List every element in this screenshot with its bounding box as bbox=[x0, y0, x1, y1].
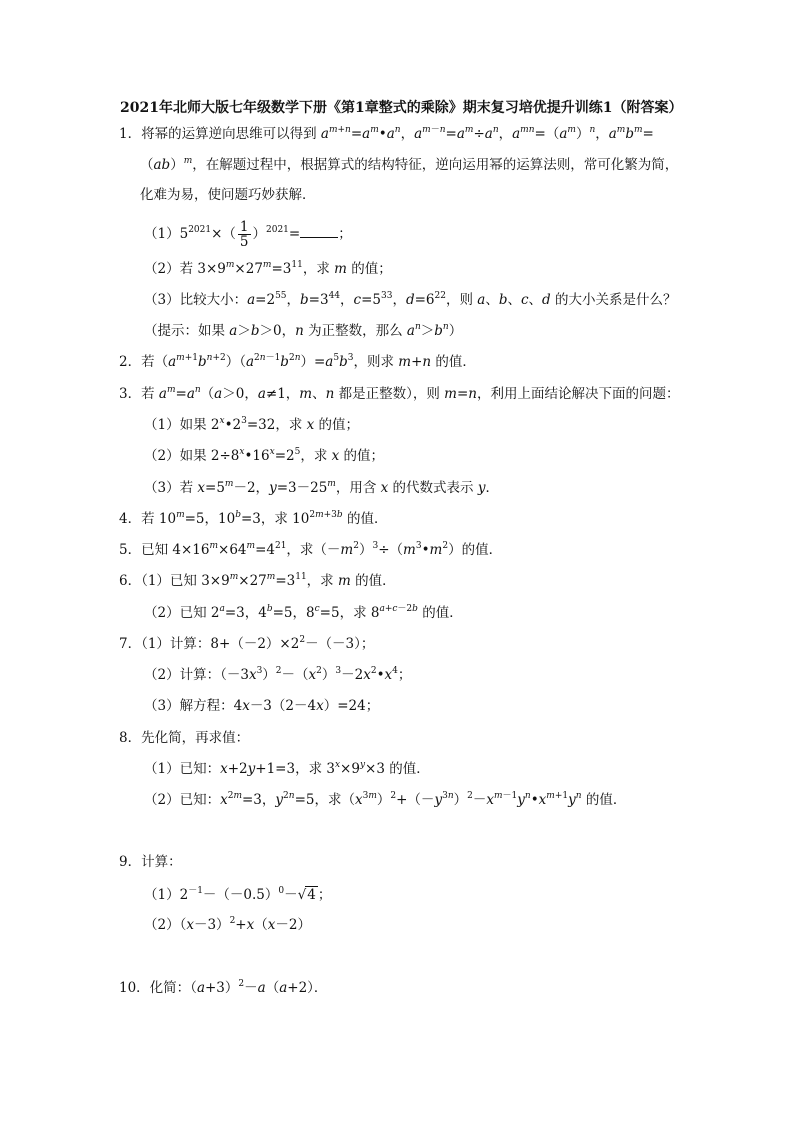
q6-part1: 6．（1）已知 $3\times 9^m\times 27^m=3^{11}$，求 m 的值． bbox=[119, 572, 396, 589]
q5: 5．已知 $4\times 16^m\times 64^m=4^{21}$，求$(-m^2)^3\div(m^3•m^2)$的值． bbox=[119, 541, 503, 558]
q7-part3: （3）解方程：4x－3（2－4x）=24； bbox=[144, 698, 380, 714]
q1-part1: $(1)5^{2021}\times$（ $\frac{1}{5}$ ）$^{2021}$= ； bbox=[144, 219, 352, 250]
q1-line1: 1．将幂的运算逆向思维可以得到 $a^{m+n}=a^m•a^n$，$a^{m-n}=a^m\div a^n$，$a^{mn}=(a^m)^n$，$a^mb^m=$ bbox=[119, 125, 654, 142]
q1-line3: 化难为易，使问题巧妙获解． bbox=[140, 187, 316, 203]
q9-part2: $(2)(x-3)^2+x(x-2)$ bbox=[144, 916, 311, 933]
q1-part3: （3）比较大小：$a=2^{55}$，$b=3^{44}$，$c=5^{33}$，$d=6^{22}$，则 a、b、c、d 的大小关系是什么？ bbox=[144, 291, 677, 308]
q8-part1: （1）已知：x+2y+1=3，求 $3^x\times 9^y\times 3$ 的值． bbox=[144, 760, 430, 777]
q9-line1: 9．计算： bbox=[119, 854, 182, 870]
q1-hint: （提示：如果 a＞b＞0，n 为正整数，那么 $a^n>b^n$） bbox=[144, 322, 463, 339]
document-title: 2021年北师大版七年级数学下册《第1章整式的乘除》期末复习培优提升训练1（附答案） bbox=[120, 100, 683, 116]
q3-part3: （3）若 $x=5^m-2$，$y=3-25^m$，用含 x 的代数式表示 y． bbox=[144, 479, 499, 496]
q1-line2: （ab）$^m$，在解题过程中，根据算式的结构特征，逆向运用幂的运算法则，常可化繁为简， bbox=[140, 156, 679, 173]
q8-part2: （2）已知：$x^{2m}=3$，$y^{2n}=5$，求$(x^{3m})^2+(-y^{3n})^2-x^{m-1}y^n•x^{m+1}y^n$ 的值． bbox=[144, 791, 627, 808]
q8-line1: 8．先化简，再求值： bbox=[119, 730, 250, 746]
q10: 10．化简：$(a+3)^2-a(a+2)$． bbox=[119, 979, 328, 996]
q4: 4．若 $10^m=5$，$10^b=3$，求 $10^{2m+3b}$ 的值． bbox=[119, 510, 388, 527]
q2: 2．若$(a^{m+1}b^{n+2})(a^{2n-1}b^{2n})=a^5b^3$，则求 m+n 的值． bbox=[119, 353, 476, 370]
q7-part1: 7．（1）计算：$8+(-2)\times 2^2-(-3)$； bbox=[119, 635, 375, 652]
q3-part1: （1）如果 $2^x•2^3=32$，求 x 的值； bbox=[144, 416, 360, 433]
q7-part2: （2）计算：$(-3x^3)^2-(x^2)^3-2x^2•x^4$； bbox=[144, 666, 412, 683]
q1-part2: （2）若 $3\times 9^m\times 27^m=3^{11}$，求 m 的值； bbox=[144, 260, 392, 277]
q9-part1: $(1)2^{-1}-(-0.5)^0-√4$ ； bbox=[144, 886, 332, 903]
q6-part2: （2）已知 $2^a=3$，$4^b=5$，$8^c=5$，求 $8^{a+c-2b}$ 的值． bbox=[144, 604, 463, 621]
q3-part2: （2）如果 $2\div 8^x•16^x=2^5$，求 x 的值； bbox=[144, 447, 385, 464]
q3-line1: 3．若 $a^m=a^n(a>0$，a≠1，m、n 都是正整数），则 m=n，利用上面结论解决下面的问题： bbox=[119, 385, 680, 402]
